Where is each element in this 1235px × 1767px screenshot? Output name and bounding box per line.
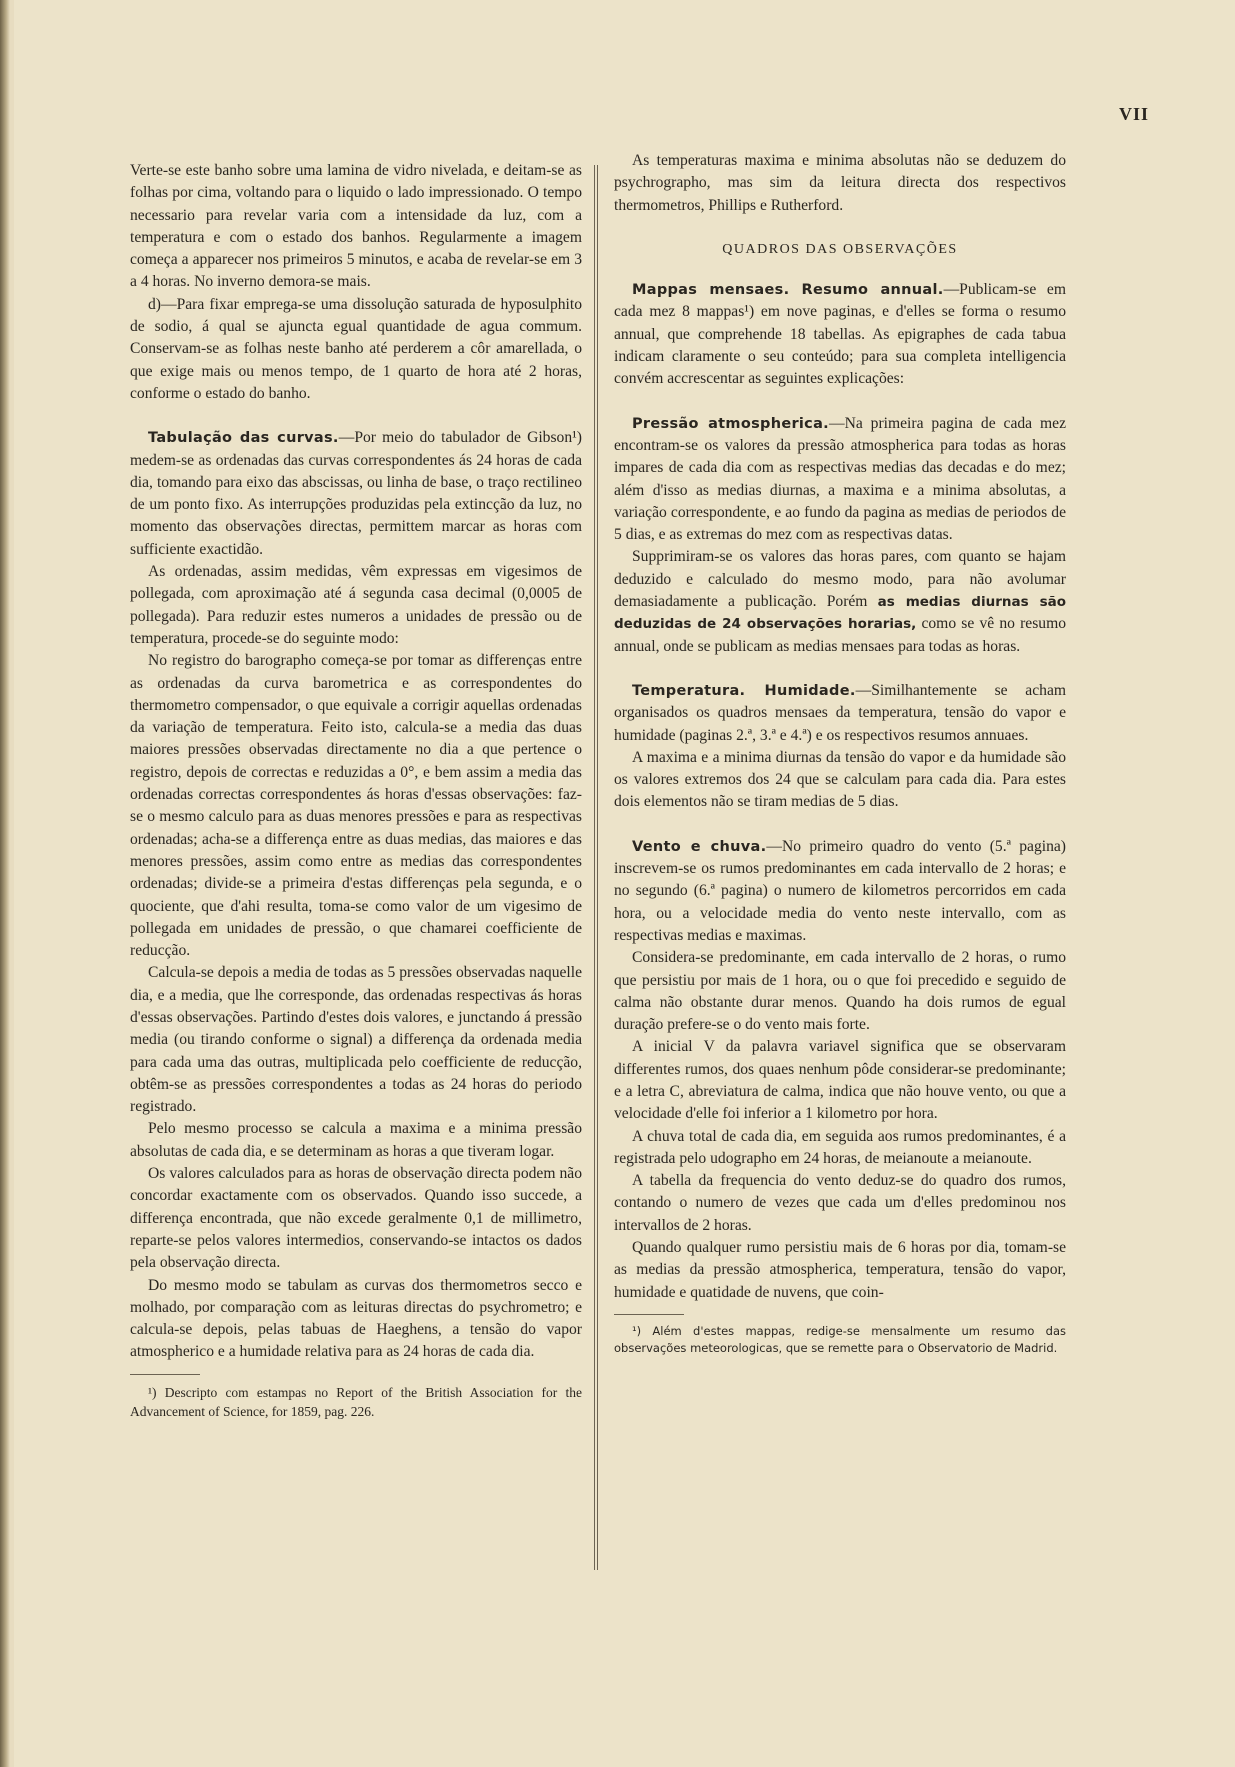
section-paragraph: Tabulação das curvas.—Por meio do tabulador de Gibson¹) medem-se as ordenadas das curvas correspondentes ás 24 horas de cada dia, tomando para eixo das abscissas, ou linha de base, o traço rectilineo de um ponto fixo. As interrupções produzidas pela extincção da luz, no momento das observações directas, permittem marcar as horas com sufficiente exactidão. xyxy=(130,429,582,558)
paragraph: Pelo mesmo processo se calcula a maxima e a minima pressão absolutas de cada dia, e se determinam as horas a que tiveram logar. xyxy=(130,1120,582,1160)
paragraph: Considera-se predominante, em cada intervallo de 2 horas, o rumo que persistiu por mais de 1 hora, ou o que foi precedido e seguido de calma não obstante durar menos. Quando ha dois rumos de egual duração prefere-se o do vento mais forte. xyxy=(614,949,1066,1034)
paragraph: A inicial V da palavra variavel significa que se observaram differentes rumos, dos quaes nenhum pôde considerar-se predominante; e a letra C, abreviatura de calma, indica que não houve vento, ou que a velocidade d'elle foi inferior a 1 kilometro por hora. xyxy=(614,1038,1066,1123)
column-divider-double xyxy=(597,165,598,1570)
paragraph: Do mesmo modo se tabulam as curvas dos thermometros secco e molhado, por comparação com as leituras directas do psychrometro; e calcula-se depois, pelas tabuas de Haeghens, a tensão do vapor atmospherico e a humidade relativa para as 24 horas de cada dia. xyxy=(130,1276,582,1361)
paragraph: No registro do barographo começa-se por tomar as differenças entre as ordenadas da curva barometrica e as correspondentes do thermometro compensador, o que equivale a corrigir aquellas ordenadas da variação de temperatura. Feito isto, calcula-se a media das duas maiores pressões observadas directamente no dia a que pertence o registro, depois de correctas e reduzidas a 0°, e bem assim a media das ordenadas correctas correspondentes ás horas d'essas observações: faz-se o mesmo calculo para as duas menores pressões e para as respectivas ordenadas; acha-se a differença entre as duas medias, das maiores e das menores pressões, assim como entre as medias das correspondentes ordenadas; divide-se a primeira d'estas differenças pela segunda, e o quociente, que d'ahi resulta, toma-se como valor de um vigesimo de pollegada em unidades de pressão, o que chamarei coefficiente de reducção. xyxy=(130,652,582,960)
paragraph: Supprimiram-se os valores das horas pares, com quanto se hajam deduzido e calculado do mesmo modo, para não avolumar demasiadamente a publicação. Porém as medias diurnas são deduzidas de 24 observações horarias, como se vê no resumo annual, onde se publicam as medias mensaes para todas as horas. xyxy=(614,548,1067,655)
section-paragraph: Vento e chuva.—No primeiro quadro do vento (5.ª pagina) inscrevem-se os rumos predominantes em cada intervallo de 2 horas; e no segundo (6.ª pagina) o numero de kilometros percorridos em cada hora, ou a velocidade media do vento neste intervallo, com as respectivas medias e maximas. xyxy=(614,837,1066,944)
footnote-rule xyxy=(614,1314,684,1315)
page-number: VII xyxy=(1118,104,1149,124)
section-paragraph: Pressão atmospherica.—Na primeira pagina de cada mez encontram-se os valores da pressão atmospherica para todas as horas impares de cada dia com as respectivas medias das decadas e do mez; além d'isso as medias diurnas, a maxima e a minima absolutas, a variação correspondente, e ao fundo da pagina as medias de periodos de 5 dias, e as extremas do mez com as respectivas datas. xyxy=(614,414,1067,544)
section-heading-pressao: Pressão atmospherica. xyxy=(632,415,829,432)
book-spine-edge xyxy=(0,0,10,1767)
paragraph: d)—Para fixar emprega-se uma dissolução saturada de hyposulphito de sodio, á qual se ajuncta egual quantidade de agua commum. Conservam-se as folhas neste banho até perderem a côr amarellada, o que exige mais ou menos tempo, de 1 quarto de hora até 2 horas, conforme o estado do banho. xyxy=(130,295,582,402)
section-paragraph: Mappas mensaes. Resumo annual.—Publicam-se em cada mez 8 mappas¹) em nove paginas, e d'elles se forma o resumo annual, que comprehende 18 tabellas. As epigraphes de cada tabua indicam claramente o seu conteúdo; para sua completa intelligencia convém accrescentar as seguintes explicações: xyxy=(614,281,1066,388)
column-divider xyxy=(594,165,595,1570)
emphasis: as medias diurnas são deduzidas de 24 observações horarias, xyxy=(614,594,1066,633)
footnote: ¹) Além d'estes mappas, redige-se mensalmente um resumo das observações meteorologicas, que se remette para o Observatorio de Madrid. xyxy=(614,1323,1066,1355)
paragraph: A chuva total de cada dia, em seguida aos rumos predominantes, é a registrada pelo udographo em 24 horas, de meianoute a meianoute. xyxy=(614,1127,1066,1167)
section-heading-mappas: Mappas mensaes. Resumo annual. xyxy=(632,282,944,299)
paragraph: Verte-se este banho sobre uma lamina de vidro nivelada, e deitam-se as folhas por cima, voltando para o liquido o lado impressionado. O tempo necessario para revelar varia com a intensidade da luz, com a temperatura e com o estado dos banhos. Regularmente a imagem começa a apparecer nos primeiros 5 minutos, e acaba de revelar-se em 3 a 4 horas. No inverno demora-se mais. xyxy=(130,162,582,291)
footnote: ¹) Descripto com estampas no Report of the British Association for the Advancement of Science, for 1859, pag. 226. xyxy=(130,1384,582,1419)
left-column xyxy=(130,160,582,1421)
section-title: QUADROS DAS OBSERVAÇÕES xyxy=(722,241,958,257)
right-column xyxy=(614,150,1066,1357)
paragraph: Os valores calculados para as horas de observação directa podem não concordar exactamente com os observados. Quando isso succede, a differença encontrada, que não excede geralmente 0,1 de millimetro, reparte-se pelos valores intermedios, conservando-se intactos os dados pela observação directa. xyxy=(130,1165,582,1272)
document-page xyxy=(14,0,1235,1767)
section-heading-tabulacao: Tabulação das curvas. xyxy=(148,430,339,447)
section-paragraph: Temperatura. Humidade.—Similhantemente se acham organisados os quadros mensaes da temperatura, tensão do vapor e humidade (paginas 2.ª, 3.ª e 4.ª) e os respectivos resumos annuaes. xyxy=(614,681,1066,744)
paragraph: A tabella da frequencia do vento deduz-se do quadro dos rumos, contando o numero de vezes que cada um d'elles predominou nos intervallos de 2 horas. xyxy=(614,1172,1066,1234)
paragraph: As ordenadas, assim medidas, vêm expressas em vigesimos de pollegada, com aproximação até á segunda casa decimal (0,0005 de pollegada). Para reduzir estes numeros a unidades de pressão ou de temperatura, procede-se do seguinte modo: xyxy=(130,563,582,647)
paragraph: Quando qualquer rumo persistiu mais de 6 horas por dia, tomam-se as medias da pressão atmospherica, temperatura, tensão do vapor, humidade e quatidade de nuvens, que coin- xyxy=(614,1239,1066,1301)
paragraph: A maxima e a minima diurnas da tensão do vapor e da humidade são os valores extremos dos 24 que se calculam para cada dia. Para estes dois elementos não se tiram medias de 5 dias. xyxy=(614,748,1066,811)
paragraph: Calcula-se depois a media de todas as 5 pressões observadas naquelle dia, e a media, que lhe corresponde, das ordenadas respectivas ás horas d'essas observações. Partindo d'estes dois valores, e junctando á pressão media (ou tirando conforme o signal) a differença da ordenada media para cada uma das outras, multiplicada pelo coefficiente de reducção, obtêm-se as pressões correspondentes a todas as 24 horas do periodo registrado. xyxy=(130,964,582,1116)
section-heading-temperatura: Temperatura. Humidade. xyxy=(632,682,856,699)
paragraph: As temperaturas maxima e minima absolutas não se deduzem do psychrographo, mas sim da leitura directa dos respectivos thermometros, Phillips e Rutherford. xyxy=(614,152,1066,214)
footnote-rule xyxy=(130,1374,200,1375)
section-heading-vento: Vento e chuva. xyxy=(632,838,767,855)
